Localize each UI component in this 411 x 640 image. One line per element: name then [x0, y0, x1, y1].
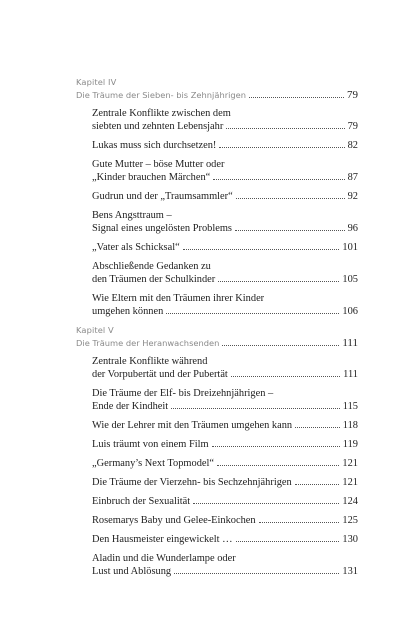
page-number: 101 — [342, 242, 358, 253]
page-number: 87 — [347, 172, 358, 183]
entry-title-line: „Kinder brauchen Märchen“ — [92, 172, 211, 183]
page-number: 131 — [342, 566, 358, 577]
page-number: 96 — [347, 223, 358, 234]
dot-leader — [166, 313, 339, 314]
toc-entry[interactable] — [92, 292, 358, 318]
dot-leader — [218, 281, 339, 282]
entry-title-line: Die Träume der Elf- bis Dreizehnjährigen – — [92, 388, 274, 399]
page-number: 119 — [342, 439, 358, 450]
toc-entry[interactable] — [92, 260, 358, 286]
toc-entry[interactable] — [92, 476, 358, 489]
chapter-title: Die Träume der Sieben- bis Zehnjährigen — [76, 90, 247, 100]
dot-leader — [295, 427, 340, 428]
page-number: 125 — [342, 515, 358, 526]
dot-leader — [213, 179, 344, 180]
entry-title-line: Die Träume der Vierzehn- bis Sechzehnjährigen — [92, 477, 292, 488]
dot-leader — [174, 573, 339, 574]
toc-entry[interactable] — [92, 158, 358, 184]
toc-entry[interactable] — [92, 139, 358, 152]
chapter-title-row[interactable] — [76, 337, 358, 350]
table-of-contents — [76, 76, 358, 584]
chapter-title-row[interactable] — [76, 89, 358, 102]
page-number: 118 — [342, 420, 358, 431]
entry-title-line: den Träumen der Schulkinder — [92, 274, 216, 285]
dot-leader — [183, 249, 340, 250]
dot-leader — [193, 503, 339, 504]
dot-leader — [295, 484, 340, 485]
entry-title-line: Gudrun und der „Traumsammler“ — [92, 191, 233, 202]
entry-title-line: der Vorpubertät und der Pubertät — [92, 369, 228, 380]
toc-entry[interactable] — [92, 495, 358, 508]
entry-title-line: Zentrale Konflikte zwischen dem — [92, 108, 231, 119]
entry-title-line: Lust und Ablösung — [92, 566, 172, 577]
dot-leader — [231, 376, 340, 377]
chapter-label: Kapitel V — [76, 325, 114, 335]
toc-entry[interactable] — [92, 533, 358, 546]
toc-entry[interactable] — [92, 552, 358, 578]
toc-entry[interactable] — [92, 107, 358, 133]
chapter-section — [76, 76, 358, 318]
entry-title-line: Luis träumt von einem Film — [92, 439, 209, 450]
toc-entry[interactable] — [92, 419, 358, 432]
dot-leader — [235, 230, 345, 231]
page-number: 82 — [347, 140, 358, 151]
toc-entry[interactable] — [92, 514, 358, 527]
entry-title-line: siebten und zehnten Lebensjahr — [92, 121, 224, 132]
page-number: 111 — [342, 337, 358, 349]
page-number: 105 — [342, 274, 358, 285]
entry-title-line: Zentrale Konflikte während — [92, 356, 208, 367]
chapter-section — [76, 324, 358, 578]
entry-title-line: Bens Angsttraum – — [92, 210, 172, 221]
dot-leader — [217, 465, 339, 466]
entry-title-line: Signal eines ungelösten Problems — [92, 223, 232, 234]
entry-title-line: Ende der Kindheit — [92, 401, 169, 412]
entry-title-line: Wie der Lehrer mit den Träumen umgehen kann — [92, 420, 293, 431]
entry-title-line: umgehen können — [92, 306, 164, 317]
page-number: 79 — [347, 89, 358, 101]
page-number: 121 — [342, 458, 358, 469]
toc-entry[interactable] — [92, 209, 358, 235]
entry-title-line: Wie Eltern mit den Träumen ihrer Kinder — [92, 293, 265, 304]
chapter-title: Die Träume der Heranwachsenden — [76, 338, 220, 348]
entry-title-line: Einbruch der Sexualität — [92, 496, 191, 507]
entry-title-line: Abschließende Gedanken zu — [92, 261, 211, 272]
page-number: 79 — [347, 121, 358, 132]
entry-title-line: Den Hausmeister eingewickelt … — [92, 534, 233, 545]
entry-title-line: Gute Mutter – böse Mutter oder — [92, 159, 225, 170]
page-number: 121 — [342, 477, 358, 488]
page-number: 115 — [342, 401, 358, 412]
toc-entry[interactable] — [92, 190, 358, 203]
entry-title-line: „Vater als Schicksal“ — [92, 242, 180, 253]
dot-leader — [219, 147, 344, 148]
chapter-label: Kapitel IV — [76, 77, 117, 87]
page-number: 106 — [342, 306, 358, 317]
page-number: 111 — [343, 369, 358, 380]
dot-leader — [236, 198, 345, 199]
toc-entry[interactable] — [92, 241, 358, 254]
dot-leader — [236, 541, 340, 542]
dot-leader — [249, 97, 344, 98]
toc-entry[interactable] — [92, 355, 358, 381]
dot-leader — [171, 408, 340, 409]
dot-leader — [259, 522, 340, 523]
page-number: 124 — [342, 496, 358, 507]
toc-entry[interactable] — [92, 457, 358, 470]
entry-title-line: Rosemarys Baby und Gelee-Einkochen — [92, 515, 256, 526]
dot-leader — [212, 446, 340, 447]
page-number: 92 — [347, 191, 358, 202]
dot-leader — [226, 128, 344, 129]
dot-leader — [222, 345, 339, 346]
toc-entry[interactable] — [92, 387, 358, 413]
page-number: 130 — [342, 534, 358, 545]
toc-entry[interactable] — [92, 438, 358, 451]
entry-title-line: Aladin und die Wunderlampe oder — [92, 553, 236, 564]
entry-title-line: „Germany’s Next Topmodel“ — [92, 458, 215, 469]
entry-title-line: Lukas muss sich durchsetzen! — [92, 140, 217, 151]
